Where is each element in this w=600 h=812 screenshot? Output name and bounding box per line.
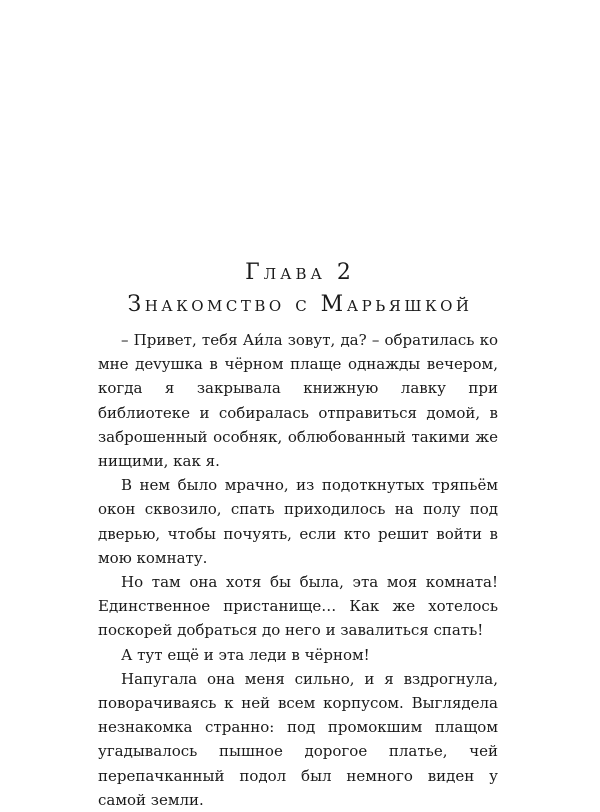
paragraph: А тут ещё и эта леди в чёрном! [121,645,370,664]
paragraph: В нем было мрачно, из подоткнутых тряпьём окон сквозило, спать приходилось на полу под дверью, чтобы почуять, если кто решит войти в мою комнату. [98,476,498,567]
paragraph: – Привет, тебя Аи́ла зовут, да? – обратилась ко мне деvушка в чёрном плаще однажды вечером, когда я закрывала книжную лавку при библиотеке и собиралась отправиться домой, в заброшенный особняк, облюбованный такими же нищими, как я. [98,331,498,471]
chapter-header [0,258,600,320]
chapter-title: Знакомство с Марьяшкой [127,292,473,317]
chapter-number: Глава 2 [245,260,355,285]
paragraph: Напугала она меня сильно, и я вздрогнула, поворачиваясь к ней всем корпусом. Выглядела незнакомка странно: под промокшим плащом угадывалось пышное дорогое платье, чей перепачканный подол был немного виден у самой земли. [98,669,498,809]
chapter-body [98,328,498,812]
paragraph: Но там она хотя бы была, эта моя комната! Единственное пристанище… Как же хотелось поскорей добраться до него и завалиться спать! [98,573,498,640]
